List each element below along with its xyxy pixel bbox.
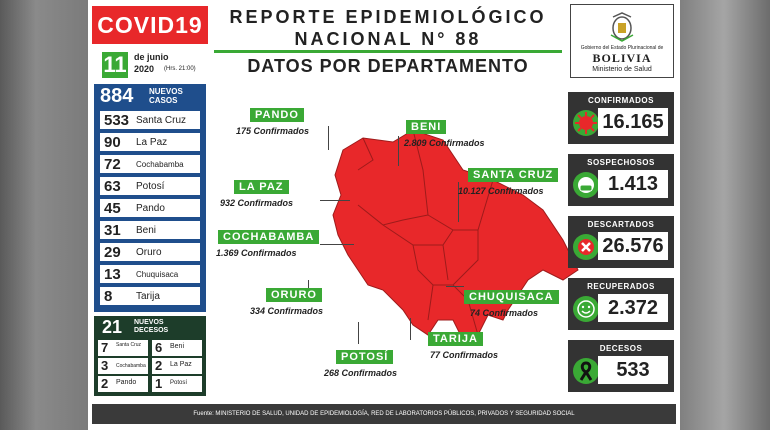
new-deaths-panel — [94, 316, 206, 396]
dept-label-pando: PANDO — [250, 108, 304, 122]
case-row — [99, 176, 201, 196]
case-count: 90 — [104, 134, 121, 151]
death-dept: Cochabamba — [116, 363, 146, 369]
death-cell — [98, 376, 148, 392]
leader-line — [446, 286, 464, 287]
background-blur-right — [678, 0, 770, 430]
case-count: 63 — [104, 178, 121, 195]
dept-confirmed-tarija: 77 Confirmados — [430, 350, 499, 360]
case-count: 13 — [104, 266, 121, 283]
death-dept: Pando — [116, 379, 137, 386]
death-count: 6 — [155, 340, 163, 355]
new-cases-label-2: CASOS — [149, 96, 178, 105]
new-deaths-header — [94, 316, 206, 338]
new-cases-header — [94, 84, 206, 108]
dept-confirmed-beni: 2.809 Confirmados — [404, 138, 485, 148]
dept-label-potosi: POTOSÍ — [336, 350, 393, 364]
stat-label: RECUPERADOS — [587, 282, 655, 291]
case-row — [99, 286, 201, 306]
leader-line — [320, 244, 354, 245]
stat-label: CONFIRMADOS — [588, 96, 654, 105]
dept-confirmed-pando: 175 Confirmados — [236, 126, 310, 136]
stat-sospechosos — [568, 154, 674, 206]
death-dept: Santa Cruz — [116, 342, 142, 348]
leader-line — [410, 318, 411, 340]
new-deaths-label-2: DECESOS — [134, 327, 169, 334]
dept-confirmed-cochabamba: 1.369 Confirmados — [216, 248, 297, 258]
death-count: 2 — [101, 376, 109, 391]
stat-decesos — [568, 340, 674, 392]
dept-label-cochabamba: COCHABAMBA — [218, 230, 319, 244]
face-mask-icon — [572, 171, 600, 199]
coat-of-arms-icon — [608, 11, 636, 43]
case-count: 8 — [104, 288, 113, 305]
new-cases-panel — [94, 84, 206, 312]
case-dept: Chuquisaca — [136, 270, 179, 279]
case-row — [99, 154, 201, 174]
death-cell — [152, 376, 202, 392]
case-row — [99, 264, 201, 284]
ministry-logo — [570, 4, 674, 78]
leader-line — [320, 200, 350, 201]
smile-icon — [572, 295, 600, 323]
stat-label: SOSPECHOSOS — [587, 158, 655, 167]
stat-value: 26.576 — [598, 232, 668, 260]
leader-line — [358, 322, 359, 344]
new-deaths-total: 21 — [102, 317, 123, 337]
title-line-2: NACIONAL N° 88 — [294, 29, 482, 49]
case-row — [99, 198, 201, 218]
report-month: de junio — [134, 52, 169, 62]
case-dept: Pando — [136, 203, 165, 214]
dept-label-oruro: ORURO — [266, 288, 322, 302]
background-blur-left — [0, 0, 90, 430]
report-poster — [88, 0, 680, 430]
dept-label-beni: BENI — [406, 120, 446, 134]
new-cases-total: 884 — [100, 85, 134, 107]
report-hours: (Hrs. 21:00) — [164, 66, 196, 72]
case-count: 72 — [104, 156, 121, 173]
dept-label-chuquisaca: CHUQUISACA — [464, 290, 559, 304]
case-count: 45 — [104, 200, 121, 217]
death-cell — [152, 358, 202, 374]
death-cell — [152, 340, 202, 356]
dept-confirmed-chuquisaca: 74 Confirmados — [470, 308, 539, 318]
dept-confirmed-santa-cruz: 10.127 Confirmados — [458, 186, 544, 196]
case-dept: Cochabamba — [136, 160, 184, 169]
source-footer: Fuente: MINISTERIO DE SALUD, UNIDAD DE EPIDEMIOLOGÍA, RED DE LABORATORIOS PÚBLICOS, PRIVADOS Y SEGURIDAD SOCIAL — [92, 404, 676, 424]
death-count: 7 — [101, 340, 109, 355]
stat-value: 16.165 — [598, 108, 668, 136]
dept-label-la-paz: LA PAZ — [234, 180, 289, 194]
case-count: 29 — [104, 244, 121, 261]
stat-value: 2.372 — [598, 294, 668, 322]
death-cell — [98, 358, 148, 374]
stat-value: 1.413 — [598, 170, 668, 198]
x-circle-icon — [572, 233, 600, 261]
case-row — [99, 110, 201, 130]
case-count: 533 — [104, 112, 130, 129]
new-deaths-label-1: NUEVOS — [134, 319, 164, 326]
dept-label-santa-cruz: SANTA CRUZ — [468, 168, 558, 182]
case-dept: La Paz — [136, 137, 168, 148]
stat-label: DECESOS — [599, 344, 643, 353]
stat-label: DESCARTADOS — [587, 220, 655, 229]
dept-confirmed-la-paz: 932 Confirmados — [220, 198, 294, 208]
death-dept: La Paz — [170, 361, 192, 368]
logo-small-text: Gobierno del Estado Plurinacional de — [580, 45, 664, 51]
stat-recuperados — [568, 278, 674, 330]
death-count: 2 — [155, 358, 163, 373]
logo-ministry: Ministerio de Salud — [592, 66, 652, 73]
report-title — [218, 6, 558, 50]
title-divider — [214, 50, 562, 53]
logo-country: BOLIVIA — [592, 51, 652, 65]
mourning-ribbon-icon — [572, 357, 600, 385]
case-dept: Beni — [136, 225, 157, 236]
virus-icon — [572, 109, 600, 137]
case-row — [99, 220, 201, 240]
report-day: 11 — [103, 52, 127, 77]
death-dept: Potosí — [170, 380, 188, 386]
report-year: 2020 — [134, 64, 155, 74]
leader-line — [328, 126, 329, 150]
new-cases-label-1: NUEVOS — [149, 87, 183, 96]
leader-line — [398, 136, 399, 166]
case-row — [99, 132, 201, 152]
death-count: 1 — [155, 376, 163, 391]
dept-confirmed-potosi: 268 Confirmados — [324, 368, 398, 378]
case-dept: Potosí — [136, 181, 165, 192]
title-line-1: REPORTE EPIDEMIOLÓGICO — [229, 7, 547, 27]
stat-descartados — [568, 216, 674, 268]
case-dept: Oruro — [136, 247, 162, 258]
stat-confirmados — [568, 92, 674, 144]
new-cases-label — [149, 87, 183, 105]
stat-value: 533 — [598, 356, 668, 384]
bolivia-map-shape — [333, 130, 578, 340]
death-dept: Beni — [170, 343, 185, 350]
case-count: 31 — [104, 222, 121, 239]
covid-tag: COVID19 — [92, 6, 208, 44]
death-count: 3 — [101, 358, 109, 373]
dept-confirmed-oruro: 334 Confirmados — [250, 306, 324, 316]
case-row — [99, 242, 201, 262]
case-dept: Santa Cruz — [136, 115, 187, 126]
dept-label-tarija: TARIJA — [428, 332, 483, 346]
death-cell — [98, 340, 148, 356]
report-subtitle: DATOS POR DEPARTAMENTO — [247, 56, 529, 76]
new-deaths-label — [134, 319, 168, 335]
case-dept: Tarija — [136, 291, 160, 302]
